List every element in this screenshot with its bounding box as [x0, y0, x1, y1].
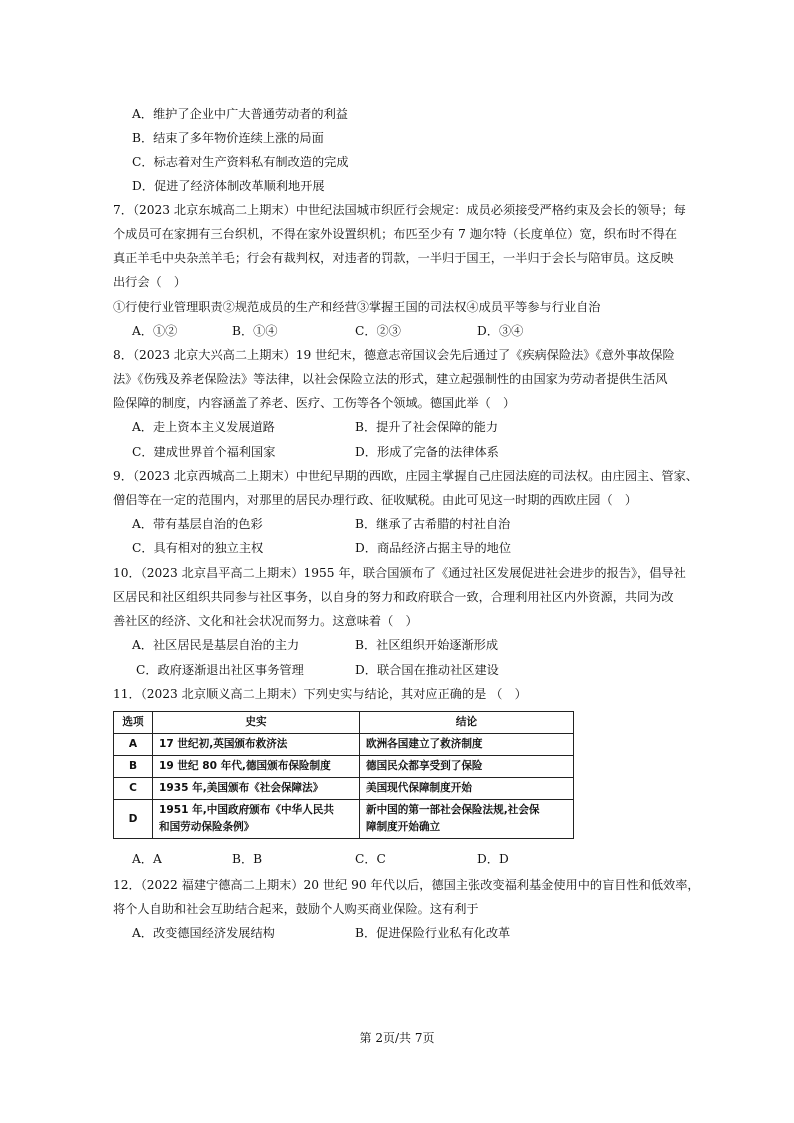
q10-stem-line-3: 善社区的经济、文化和社会状况而努力。这意味着（ ）: [113, 614, 418, 628]
q9-option-b: B．继承了古希腊的村社自治: [355, 517, 511, 531]
table-header: 史实: [153, 712, 360, 734]
page-footer: 第 2页/共 7页: [359, 1031, 435, 1045]
table-cell-conclusion: [360, 800, 574, 839]
q10-option-c: C．政府逐渐退出社区事务管理: [136, 663, 304, 677]
table-cell-conclusion-line: 障制度开始确立: [366, 821, 441, 833]
q8-option-c: C．建成世界首个福利国家: [132, 445, 276, 459]
table-header-row: [114, 712, 574, 734]
table-cell-fact: 1935 年,美国颁布《社会保障法》: [153, 778, 360, 800]
table-cell-fact: 17 世纪初,英国颁布救济法: [153, 734, 360, 756]
q6-option-b: B．结束了多年物价连续上涨的局面: [132, 131, 324, 145]
table-row: [114, 756, 574, 778]
q11-option-b: B．B: [232, 852, 263, 866]
q12-stem-line-1: 12．（2022 福建宁德高二上期末）20 世纪 90 年代以后，德国主张改变福利基金使用中的盲目性和低效率，: [113, 878, 700, 892]
q8-stem-line-2: 法》《伤残及养老保险法》等法律，以社会保险立法的形式，建立起强制性的由国家为劳动者提供生活风: [113, 372, 668, 386]
q9-option-c: C．具有相对的独立主权: [132, 541, 264, 555]
q10-stem-line-1: 10．（2023 北京昌平高二上期末）1955 年，联合国颁布了《通过社区发展促进社会进步的报告》，倡导社: [113, 566, 686, 580]
q7-stem-line-4: 出行会（ ）: [113, 275, 187, 289]
q9-option-a: A．带有基层自治的色彩: [132, 517, 263, 531]
q7-option-a: A．①②: [132, 324, 178, 338]
q7-stem-line-2: 个成员可在家拥有三台织机，不得在家外设置织机；布匹至少有 7 迦尔特（长度单位）宽，织布时不得在: [113, 227, 677, 241]
table-cell-key: B: [114, 756, 153, 778]
table-header: 结论: [360, 712, 574, 734]
q11-option-d: D．D: [477, 852, 509, 866]
table-cell-conclusion: 德国民众都享受到了保险: [360, 756, 574, 778]
q9-stem-line-1: 9．（2023 北京西城高二上期末）中世纪早期的西欧，庄园主掌握自己庄园法庭的司法权。由庄园主、管家、: [113, 469, 698, 483]
q11-option-a: A．A: [132, 852, 162, 866]
table-cell-fact-line: 和国劳动保险条例》: [159, 821, 255, 833]
q9-stem-line-2: 僧侣等在一定的范围内，对那里的居民办理行政、征收赋税。由此可见这一时期的西欧庄园（ ）: [113, 493, 638, 507]
table-row: [114, 800, 574, 839]
table-row: [114, 778, 574, 800]
table-cell-conclusion: 美国现代保障制度开始: [360, 778, 574, 800]
q9-option-d: D．商品经济占据主导的地位: [355, 541, 512, 555]
q12-option-b: B．促进保险行业私有化改革: [355, 926, 511, 940]
q7-option-b: B．①④: [232, 324, 278, 338]
table-cell-fact: [153, 800, 360, 839]
q10-stem-line-2: 区居民和社区组织共同参与社区事务，以自身的努力和政府联合一致，合理利用社区内外资源，共同为改: [113, 590, 674, 604]
q11-stem: 11．（2023 北京顺义高二上期末）下列史实与结论，其对应正确的是 （ ）: [113, 687, 527, 701]
q12-stem-line-2: 将个人自助和社会互助结合起来，鼓励个人购买商业保险。这有利于: [113, 902, 479, 916]
q7-option-d: D．③④: [477, 324, 524, 338]
q8-stem-line-3: 险保障的制度，内容涵盖了养老、医疗、工伤等各个领域。德国此举（ ）: [113, 396, 516, 410]
q8-option-a: A．走上资本主义发展道路: [132, 420, 275, 434]
table-row: [114, 734, 574, 756]
q7-stem-line-3: 真正羊毛中央杂羔羊毛；行会有裁判权，对违者的罚款，一半归于国王，一半归于会长与陪审员。这反映: [113, 251, 674, 265]
table-cell-fact: 19 世纪 80 年代,德国颁布保险制度: [153, 756, 360, 778]
q11-option-c: C．C: [355, 852, 386, 866]
q7-option-c: C．②③: [355, 324, 401, 338]
q8-option-d: D．形成了完备的法律体系: [355, 445, 499, 459]
q8-stem-line-1: 8．（2023 北京大兴高二上期末）19 世纪末，德意志帝国议会先后通过了《疾病保险法》《意外事故保险: [113, 348, 675, 362]
table-cell-fact-line: 1951 年,中国政府颁布《中华人民共: [159, 804, 334, 816]
q8-option-b: B．提升了社会保障的能力: [355, 420, 499, 434]
table-cell-conclusion: 欧洲各国建立了救济制度: [360, 734, 574, 756]
q7-stem-line-1: 7．（2023 北京东城高二上期末）中世纪法国城市织匠行会规定：成员必须接受严格约束及会长的领导；每: [113, 203, 686, 217]
q6-option-c: C．标志着对生产资料私有制改造的完成: [132, 155, 349, 169]
q7-items: ①行使行业管理职责②规范成员的生产和经营③掌握王国的司法权④成员平等参与行业自治: [113, 300, 601, 314]
q10-option-d: D．联合国在推动社区建设: [355, 663, 499, 677]
q10-option-b: B．社区组织开始逐渐形成: [355, 638, 499, 652]
q6-option-d: D．促进了经济体制改革顺利地开展: [132, 179, 325, 193]
q10-option-a: A．社区居民是基层自治的主力: [132, 638, 300, 652]
table-cell-key: C: [114, 778, 153, 800]
table-header: 选项: [114, 712, 153, 734]
q12-option-a: A．改变德国经济发展结构: [132, 926, 275, 940]
table-cell-key: A: [114, 734, 153, 756]
table-cell-key: D: [114, 800, 153, 839]
q6-option-a: A．维护了企业中广大普通劳动者的利益: [132, 107, 348, 121]
table-cell-conclusion-line: 新中国的第一部社会保险法规,社会保: [366, 804, 540, 816]
q11-fact-table: [113, 711, 574, 839]
